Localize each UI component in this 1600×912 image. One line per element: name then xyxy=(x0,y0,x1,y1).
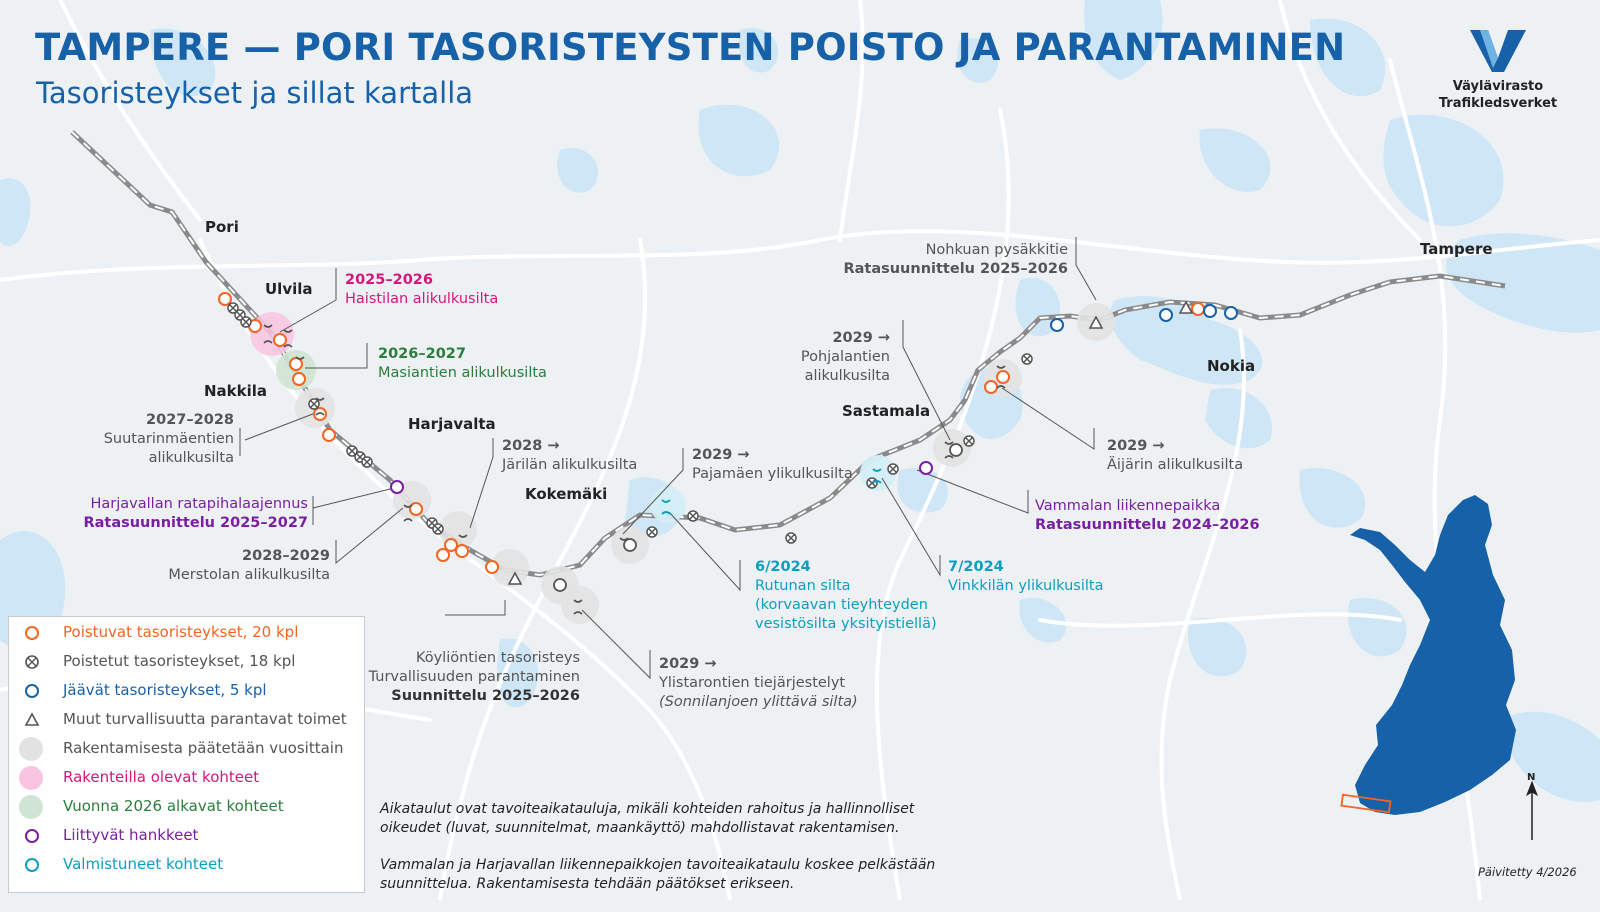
legend-item-related xyxy=(9,822,364,850)
logo-v-icon xyxy=(1468,28,1528,74)
town-label-ulvila: Ulvila xyxy=(265,280,313,298)
town-label-tampere: Tampere xyxy=(1420,240,1493,258)
rutunan-year: 6/2024 xyxy=(755,559,811,575)
legend-item-completed xyxy=(9,851,364,879)
town-label-kokemaki: Kokemäki xyxy=(525,485,608,503)
rutunan-line3: vesistösilta yksityistiellä) xyxy=(755,616,937,632)
suutarinmaki-line2: alikulkusilta xyxy=(148,450,234,466)
pajamaki-year: 2029 → xyxy=(692,447,750,463)
suutarinmaki-year: 2027–2028 xyxy=(146,412,234,428)
vammala-line2: Ratasuunnittelu 2024–2026 xyxy=(1035,517,1260,533)
masiantie-name: Masiantien alikulkusilta xyxy=(378,365,547,381)
legend-label: Rakentamisesta päätetään vuosittain xyxy=(63,739,344,757)
logo-line1: Väylävirasto xyxy=(1452,79,1544,94)
nohkua-line2: Ratasuunnittelu 2025–2026 xyxy=(843,261,1068,277)
pohjalantie-year: 2029 → xyxy=(832,330,890,346)
merstola-year: 2028–2029 xyxy=(242,548,330,564)
green-disc-icon xyxy=(19,795,43,819)
town-label-nokia: Nokia xyxy=(1207,357,1256,375)
completed-disc-rutuna xyxy=(650,487,686,523)
legend-item-2026 xyxy=(9,793,364,821)
vammala-line1: Vammalan liikennepaikka xyxy=(1035,498,1221,514)
town-label-nakkila: Nakkila xyxy=(204,382,268,400)
orange-circle-icon xyxy=(23,624,41,642)
gray-disc-icon xyxy=(19,737,43,761)
legend-label: Rakenteilla olevat kohteet xyxy=(63,768,260,786)
note-paragraph-2: Vammalan ja Harjavallan liikennepaikkojen tavoiteaikataulu koskee pelkästään suunnittelua. Rakentamisesta tehdään päätökset erikseen. xyxy=(380,857,936,892)
note-paragraph-1: Aikataulut ovat tavoiteaikatauluja, mikäli kohteiden rahoitus ja hallinnolliset oikeudet (luvat, suunnitelmat, maankäyttö) mahdollistavat rakentamisen. xyxy=(380,801,915,836)
town-label-harjavalta: Harjavalta xyxy=(408,415,496,433)
pohjalantie-line2: alikulkusilta xyxy=(804,368,890,384)
schedule-note xyxy=(380,800,940,912)
nohkua-line1: Nohkuan pysäkkitie xyxy=(925,242,1068,258)
legend-item-annual xyxy=(9,735,364,763)
haistila-year: 2025–2026 xyxy=(345,272,433,288)
haistila-name: Haistilan alikulkusilta xyxy=(345,291,499,307)
merstola-name: Merstolan alikulkusilta xyxy=(168,567,330,583)
pink-disc-icon xyxy=(19,766,43,790)
pohjalantie-line1: Pohjalantien xyxy=(800,349,890,365)
rutunan-line1: Rutunan silta xyxy=(755,578,851,594)
vaylavirasto-logo xyxy=(1438,28,1558,112)
vinkkila-name: Vinkkilän ylikulkusilta xyxy=(948,578,1104,594)
jarila-name: Järilän alikulkusilta xyxy=(502,457,638,473)
page-title: TAMPERE — PORI TASORISTEYSTEN POISTO JA PARANTAMINEN xyxy=(35,26,1346,69)
triangle-icon xyxy=(23,711,41,729)
legend-item-safety xyxy=(9,706,364,734)
map-legend xyxy=(8,616,365,893)
legend-item-removed xyxy=(9,648,364,676)
koylio-line3: Suunnittelu 2025–2026 xyxy=(391,688,580,704)
construction-disc-haistila xyxy=(250,312,294,356)
legend-label: Poistetut tasoristeykset, 18 kpl xyxy=(63,652,296,670)
koylio-line1: Köyliöntien tasoristeys xyxy=(415,650,580,666)
legend-label: Vuonna 2026 alkavat kohteet xyxy=(63,797,284,815)
vinkkila-year: 7/2024 xyxy=(948,559,1004,575)
legend-label: Valmistuneet kohteet xyxy=(63,855,224,873)
north-label: N xyxy=(1527,772,1536,783)
koylio-line2: Turvallisuuden parantaminen xyxy=(368,669,580,685)
rutunan-line2: (korvaavan tieyhteyden xyxy=(755,597,928,613)
crossed-circle-icon xyxy=(23,653,41,671)
logo-line2: Trafikledsverket xyxy=(1438,96,1558,111)
legend-item-remaining xyxy=(9,677,364,705)
harjavalta-yard-line2: Ratasuunnittelu 2025–2027 xyxy=(83,515,308,531)
masiantie-year: 2026–2027 xyxy=(378,346,466,362)
town-label-sastamala: Sastamala xyxy=(842,402,931,420)
purple-circle-icon xyxy=(23,827,41,845)
page-subtitle: Tasoristeykset ja sillat kartalla xyxy=(36,76,474,110)
legend-label: Liittyvät hankkeet xyxy=(63,826,199,844)
legend-label: Jäävät tasoristeykset, 5 kpl xyxy=(63,681,267,699)
suutarinmaki-line1: Suutarinmäentien xyxy=(103,431,234,447)
aijari-name: Äijärin alikulkusilta xyxy=(1107,457,1244,473)
pajamaki-name: Pajamäen ylikulkusilta xyxy=(692,466,853,482)
ylistaro-year: 2029 → xyxy=(659,656,717,672)
aijari-year: 2029 → xyxy=(1107,438,1165,454)
annual-disc-ylistaro-2 xyxy=(561,586,599,624)
ylistaro-name: Ylistarontien tiejärjestelyt xyxy=(659,675,846,691)
legend-label: Poistuvat tasoristeykset, 20 kpl xyxy=(63,623,299,641)
legend-item-construction xyxy=(9,764,364,792)
legend-label: Muut turvallisuutta parantavat toimet xyxy=(63,710,347,728)
updated-date: Päivitetty 4/2026 xyxy=(1478,865,1577,879)
blue-circle-icon xyxy=(23,682,41,700)
cyan-circle-icon xyxy=(23,856,41,874)
harjavalta-yard-line1: Harjavallan ratapihalaajennus xyxy=(90,496,308,512)
jarila-year: 2028 → xyxy=(502,438,560,454)
legend-item-removable xyxy=(9,619,364,647)
ylistaro-note: (Sonnilanjoen ylittävä silta) xyxy=(659,694,858,710)
town-label-pori: Pori xyxy=(205,218,239,236)
